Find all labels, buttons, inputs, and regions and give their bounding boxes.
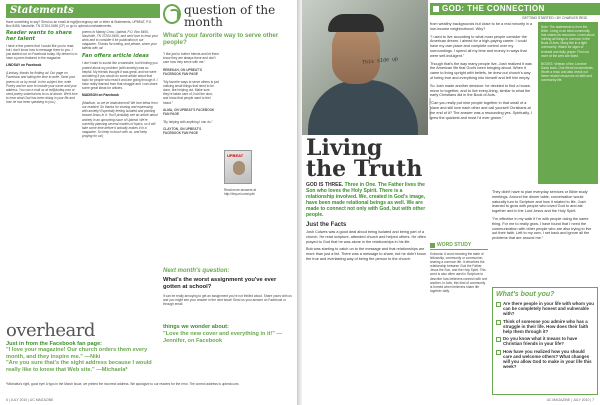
nmq-title: Next month's question:: [163, 268, 230, 274]
letter-body: I have a few poems that I would like you to read, but I don't know how to message them to you. I just started out on Facebook today. My dream is to have a poem featured in the magazine.: [6, 44, 78, 61]
page-footer: 6 | JULY 2010 | UC MAGAZINE: [6, 398, 54, 402]
answer-text: "I like just to bother friends and let them know they are always there and don't care how they serve with me.": [163, 52, 219, 65]
editor-response-cont: poems to Mandy Crow, Upbeat, P.O. Box 8456, Nashville, TN 37204-0456, and we'd love to hear your work and to consider it for publication in our magazine. Thanks for writing, and please, share your talents with us!: [82, 30, 158, 51]
overheard-quote: "Are you sure that's the sight address because I would really like to know that Web site." —Michaela*: [6, 360, 152, 373]
facts-heading: Just the Facts: [306, 222, 347, 228]
overheard-quote: "Love the new cover and everything in it!" —Jennifer, on Facebook: [163, 331, 283, 344]
wyt-item-text: Are there people in your life with whom you can be completely honest and vulnerable with?: [503, 301, 594, 317]
overheard-title: overheard: [6, 320, 95, 341]
article-paragraph: So Josh made another decision: he decided to find a house, move to together, and to live every-thing, similar to what the early Christians did in the Book of Acts.: [430, 83, 531, 98]
things-we-wonder-title: things we wonder about:: [163, 324, 229, 330]
page-footer: UC MAGAZINE | JULY 2010 | 7: [546, 398, 594, 402]
editor-response: (Madison, so we've brainstormed! We love ideas from our readers! So thanks for sharing and expressing with anxiety! Especially feeling isolated and pointing toward Jesus in it. You'll probably see an article about anxiety in an upcoming issue of Upbeat. We're currently planning several months of topics, so it will take some time before it actually makes it in a magazine. So keep in touch with us, and keep praying for us!): [82, 101, 158, 138]
letter-headline: Fan offers article ideas: [82, 53, 149, 60]
article-paragraph: Though that's the way many people live, Josh realized it was the American life that God's been bringing about. When it came to living upright with beliefs, he drew out church's way of being true and everything into himself and left him empty.: [430, 61, 532, 80]
header-square-icon: [433, 6, 439, 12]
qotm-title: question of the month: [184, 3, 276, 29]
article-column-left: [306, 230, 426, 265]
article-paragraph: Bob was starting to catch on to the message and that relationships are more than just a list. There was a message to share, but he didn't know the true and everlasting way of being the person to the church.: [306, 247, 426, 261]
letters-column-1: [6, 30, 78, 107]
cover-face: [233, 161, 245, 175]
section-header: [430, 3, 600, 15]
section-label: GOD: THE CONNECTION: [442, 4, 545, 13]
wyt-item-text: How have you realized how you should care and welcome others? What changes will you allow God to make in your life this week?: [503, 348, 592, 370]
question-of-month: [163, 4, 293, 46]
wyt-title: What's bout you?: [496, 291, 555, 298]
photo-hat: [328, 14, 384, 32]
wyt-item: [496, 301, 594, 317]
word-study-header: [430, 242, 488, 250]
article-title: Living the Truth: [306, 135, 423, 182]
answer-author: ALMA, ON UPBEAT'S FACEBOOK FAN PAGE: [163, 107, 215, 116]
word-study-body: Koinonia: A word meaning the state of fellowship, community or communion, sharing a common life. It describes the relationship between God the Father, Jesus the Son, and the Holy Spirit. This word is also often used in Scripture to describe how believers connect with one another. In Acts, this kind of community is formed when believers share life together daily.: [430, 252, 488, 293]
wyt-item: [496, 319, 594, 335]
sidebar-text-2: BOOKS: Veteran of the Lorraine Davis book. One friend recommends. Worth a read, and also check out these related resources on faith and community life.: [541, 61, 594, 83]
left-page: [0, 0, 298, 405]
qotm-answers: [163, 52, 219, 139]
letter-body: I don't want to sound like a wannabe, but thinking you posted about my problem (with anxiety) was so helpful. My friends thought it was great, and we were wondering if you would do some article about that topic for people who read it and are going through it. I have really learned from that struggle and I can share some great ideas for articles.: [82, 61, 158, 91]
whats-about-you-box: [492, 287, 598, 395]
letter-signature: MADISON on Facebook: [82, 93, 119, 98]
article-paragraph: "I used to live according to what most people consider the American dream. I aimed for a high-paying career. I could have my own place and complete control over my surroundings. I spend all my time and money in ways that were self-indulgent.": [430, 34, 527, 58]
article-deck: [306, 182, 426, 218]
wyt-item: [496, 349, 594, 370]
word-study-box: [430, 242, 488, 293]
photo-shirt: [308, 80, 418, 135]
answer-text: "My favorite ways to serve others is just noticing small things that need to be done, like helping out. Make sure they're taken care of, hold the door, and know that people want to feel heard.": [163, 79, 219, 105]
article-paragraph: "Can you really put nine people together in that small of a place and still love each other and call yourself Christians at the end of it? The answer was a resounding yes. Spiritually, I grew the quickest and most I'd ever grown.": [430, 101, 533, 120]
overheard-quote: "I love your magazine! Our church orders them every month, and they inspire me." —Niki: [6, 347, 148, 360]
wyt-item-text: Do you know what it means to have Christian friends in your life?: [503, 336, 578, 347]
feature-photo: [302, 0, 428, 135]
deck-green: Three in One.: [344, 182, 377, 188]
statements-header: [6, 4, 160, 18]
overheard-subtitle: Just in from the Facebook fan page:: [6, 341, 103, 347]
article-column-top: [430, 22, 534, 123]
qotm-subtitle: What's your favorite way to serve other people?: [163, 32, 279, 46]
statements-title: Statements: [10, 5, 74, 16]
byline: GETTING STARTED • BY CHARLES REID: [522, 16, 588, 20]
nmq-body: It can be really annoying to get an assignment you're not thrilled about. Share yours with us and you might see your answer in the next issue! Send us your answer on Facebook or through email.: [163, 294, 292, 307]
cover-title: UPBEAT: [227, 153, 244, 158]
magazine-cover-image: [224, 150, 252, 184]
article-column-right: [492, 190, 596, 244]
next-month-question: [163, 268, 293, 309]
wyt-item-text: Think of someone you admire who has a struggle in their life. How does their faith help them through it?: [503, 318, 589, 335]
article-paragraph: Josh Colwes was a good deal about being isolated and being part of a church. He read scripture, attended church and helped others. He often prayed to God that he was alone in the relationships in his life.: [306, 230, 426, 244]
word-study-square-icon: [430, 243, 435, 248]
checkbox[interactable]: [496, 320, 501, 325]
overheard-section: [6, 322, 156, 373]
checkbox[interactable]: [496, 350, 501, 355]
overheard-note: *Michaela's right, good eye! A typo in the March issue, we printed the incorrect address. We apologize to our readers for the error. The correct address is upbeat.com.: [6, 382, 240, 386]
letters-column-2: [82, 30, 158, 141]
question-mark-icon: [163, 4, 181, 24]
letter-signature: LINDSAY on Facebook: [6, 63, 42, 68]
qotm-header: [163, 4, 293, 28]
read-more-link[interactable]: Read more answers at http://tinyurl.com/upbt: [224, 188, 257, 197]
photo-caption: This sIde up: [361, 56, 399, 66]
answer-text: "By helping with anything I can do.": [163, 119, 213, 124]
deck-body: The Father lives the Son who loves the Holy Spirit. There is a relationship involved. We, created in God's image, have been made relational beings as well. We are made to connect not only with God, but with other people.: [306, 182, 426, 218]
statements-intro: Have something to say? Send us an email at rsgi@ncregroup.net or letter at Statements, UPBEAT, P.O. Box 8456, Nashville, TN 37204-0456 (CF) or go to upbeat.com/statements.: [6, 20, 153, 28]
answer-author: CLAYTON, ON UPBEAT'S FACEBOOK FAN PAGE: [163, 127, 202, 136]
article-paragraph: "I'm effective in my walk if I'm with people doing the same thing. For me to really grow, I have found that I need the communication with other people who are also trying to live out their faith. Left to my own, I set back and ignore all the problems that are around me.": [492, 216, 592, 241]
wyt-item: [496, 336, 594, 346]
photo-credit: PHOTO: STOCK: [428, 98, 432, 120]
article-paragraph: They didn't have to plan everyday services or Bible study meetings. Around the dinner table, conversation would naturally turn to Scripture and how it related to life. Josh learned to grow with people who loved God to and ate together and in the Lord Jesus and the Holy Spirit.: [492, 190, 588, 214]
deck-lead: GOD IS THREE.: [306, 182, 344, 188]
editor-response: (Lindsay, thanks for finding us! Our page on Facebook and taking the time to write. Send your poems to us by email. In the subject line, write Poetry and be sure to include your name and your address. You can e-mail us at ed@lucfaq.com or send poetry submissions to us at above. We'd love to hear what God has been doing in your life and how he has been speaking to you.): [6, 71, 78, 105]
word-study-title: WORD STUDY: [437, 242, 472, 248]
sidebar-text: Note: The statements is from the Bible. Living in an ideal community that shares its resources. Learn about holding all things in common in the Book of Acts. Many live in a tight community. Watch for signs of renewal and daily prayer. Find out more at the web site listed.: [541, 25, 595, 58]
answer-author: REBEKAH, ON UPBEAT'S FACEBOOK FAN PAGE: [163, 67, 202, 76]
checkbox[interactable]: [496, 302, 501, 307]
checkbox[interactable]: [496, 337, 501, 342]
right-page: [302, 0, 600, 405]
article-paragraph: from wealthy backgrounds but close to be a real minority in a low-income neighborhood. Why?: [430, 22, 533, 31]
sidebar-note: [538, 22, 598, 184]
letter-headline: Reader wants to share her talent: [6, 30, 72, 42]
nmq-question: What's the worst assignment you've ever gotten at school?: [163, 277, 277, 290]
